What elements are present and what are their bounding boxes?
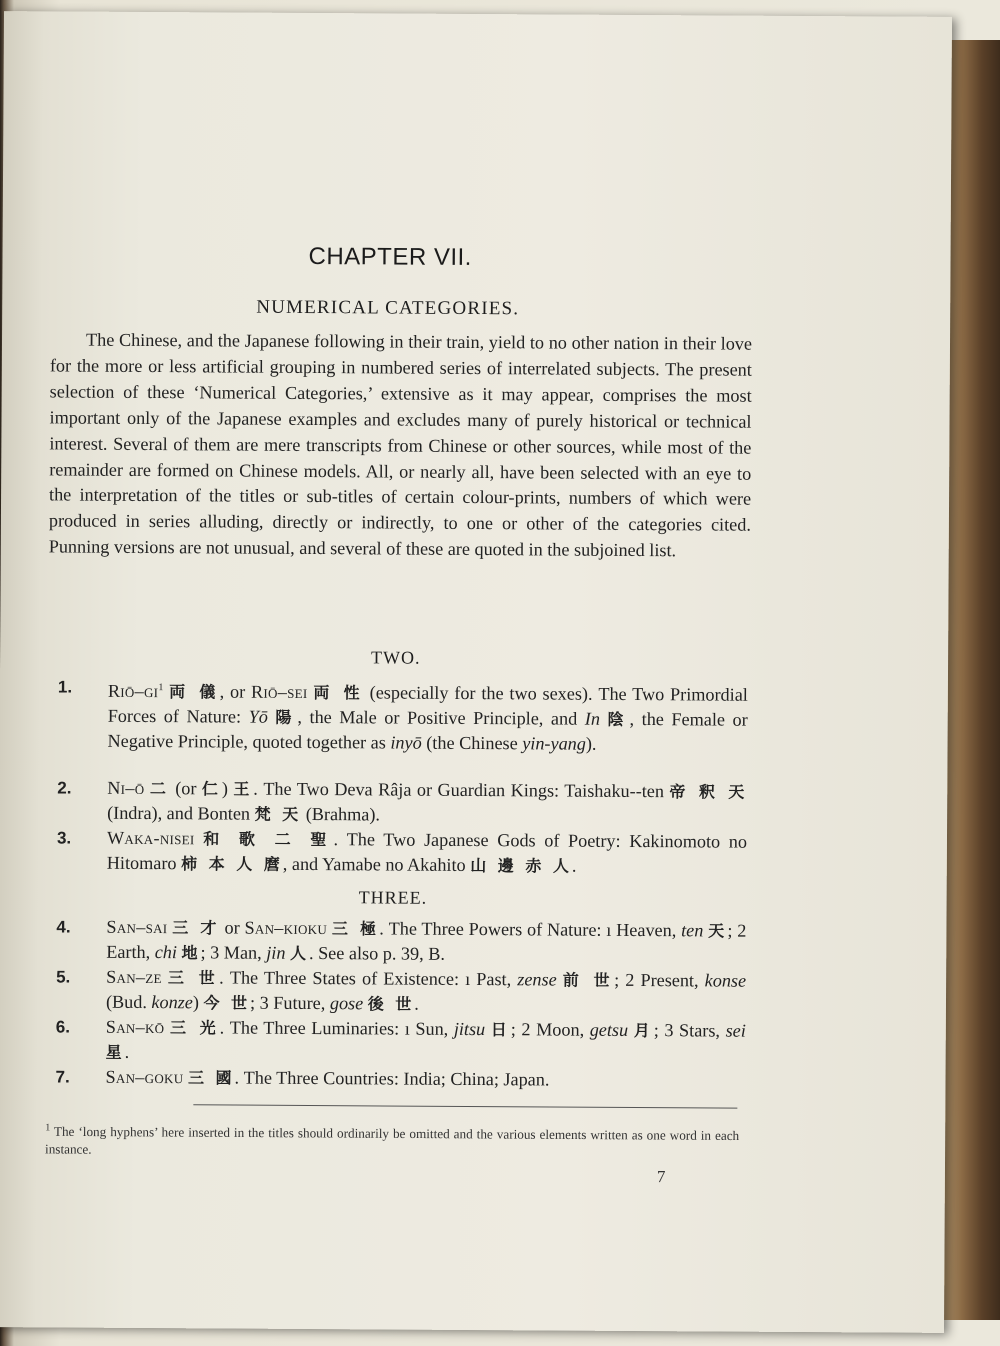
entry-text: San–ze 三 世. The Three States of Existence: ı Past, zense 前 世; 2 Present, konse (Bud. konze) 今 世; 3 Future, gose 後 世. <box>105 966 747 1014</box>
intro-paragraph <box>49 327 752 564</box>
entry-3 <box>57 825 747 879</box>
entry-number: 5. <box>56 967 71 987</box>
entry-2 <box>57 775 747 829</box>
entry-number: 2. <box>57 778 72 798</box>
chapter-subtitle: NUMERICAL CATEGORIES. <box>256 296 520 320</box>
entry-6 <box>56 1014 746 1068</box>
page-number: 7 <box>656 1167 666 1187</box>
book-page <box>0 11 952 1333</box>
entry-7 <box>55 1064 745 1093</box>
footnote <box>45 1119 739 1163</box>
entry-text: Ni–ō 二 (or 仁) 王. The Two Deva Râja or Guardian Kings: Taishaku--ten 帝 釈 天 (Indra), and Bonten 梵 天 (Brahma). <box>107 777 748 825</box>
entry-text: Riō–$gi^1$ 両 儀, or Riō–sei 両 性 (especially for the two sexes). The Two Primordial Forces of Nature: Yō 陽, the Male or Positive Principle, and In 陰, the Female or Negative Principle, quoted together as inyō (the Chinese yin-yang). <box>107 680 748 754</box>
entry-text: San–kō 三 光. The Three Luminaries: ı Sun, jitsu 日; 2 Moon, getsu 月; 3 Stars, sei 星. <box>105 1016 746 1062</box>
entry-text: San–sai 三 才 or San–kioku 三 極. The Three Powers of Nature: ı Heaven, ten 天; 2 Earth, chi 地; 3 Man, jin 人. See also p. 39, B. <box>106 916 747 964</box>
footnote-text: The ‘long hyphens’ here inserted in the titles should ordinarily be omitted and the various elements written as one word in each instance. <box>45 1123 740 1158</box>
footnote-divider <box>193 1104 737 1108</box>
entry-number: 7. <box>55 1067 70 1087</box>
entry-number: 6. <box>55 1017 71 1037</box>
chapter-title: CHAPTER VII. <box>308 242 472 271</box>
entry-number: 4. <box>56 917 71 937</box>
entry-5 <box>56 964 746 1018</box>
entry-number: 1. <box>57 677 73 697</box>
entry-4 <box>56 914 746 968</box>
section-heading-three: THREE. <box>358 887 428 908</box>
footnote-mark: 1 <box>45 1122 51 1134</box>
entry-text: San–goku 三 國. The Three Countries: India; China; Japan. <box>105 1066 550 1090</box>
entry-1 <box>57 674 747 757</box>
intro-text: The Chinese, and the Japanese following in their train, yield to no other nation in their love for the more or less artificial grouping in numbered series of interrelated subjects. The present selection of these ‘Numerical Categories,’ extensive as it may appear, comprises the most important only of the Japanese examples and excludes many of purely historical or technical interest. Several of them are mere transcripts from Chinese or other sources, while most of the remainder are formed on Chinese models. All, or nearly all, have been selected with an eye to the interpretation of the titles or sub-titles of certain colour-prints, numbers of which were produced in series alluding, directly or indirectly, to one or other of the categories cited. Punning versions are not unusual, and several of these are quoted in the subjoined list. <box>48 329 753 561</box>
entry-number: 3. <box>56 828 72 848</box>
entry-text: Waka-nisei 和 歌 二 聖. The Two Japanese Gods of Poetry: Kakinomoto no Hitomaro 柿 本 人 麿, and Yamabe no Akahito 山 邊 赤 人. <box>106 827 748 876</box>
section-heading-two: TWO. <box>371 647 421 668</box>
